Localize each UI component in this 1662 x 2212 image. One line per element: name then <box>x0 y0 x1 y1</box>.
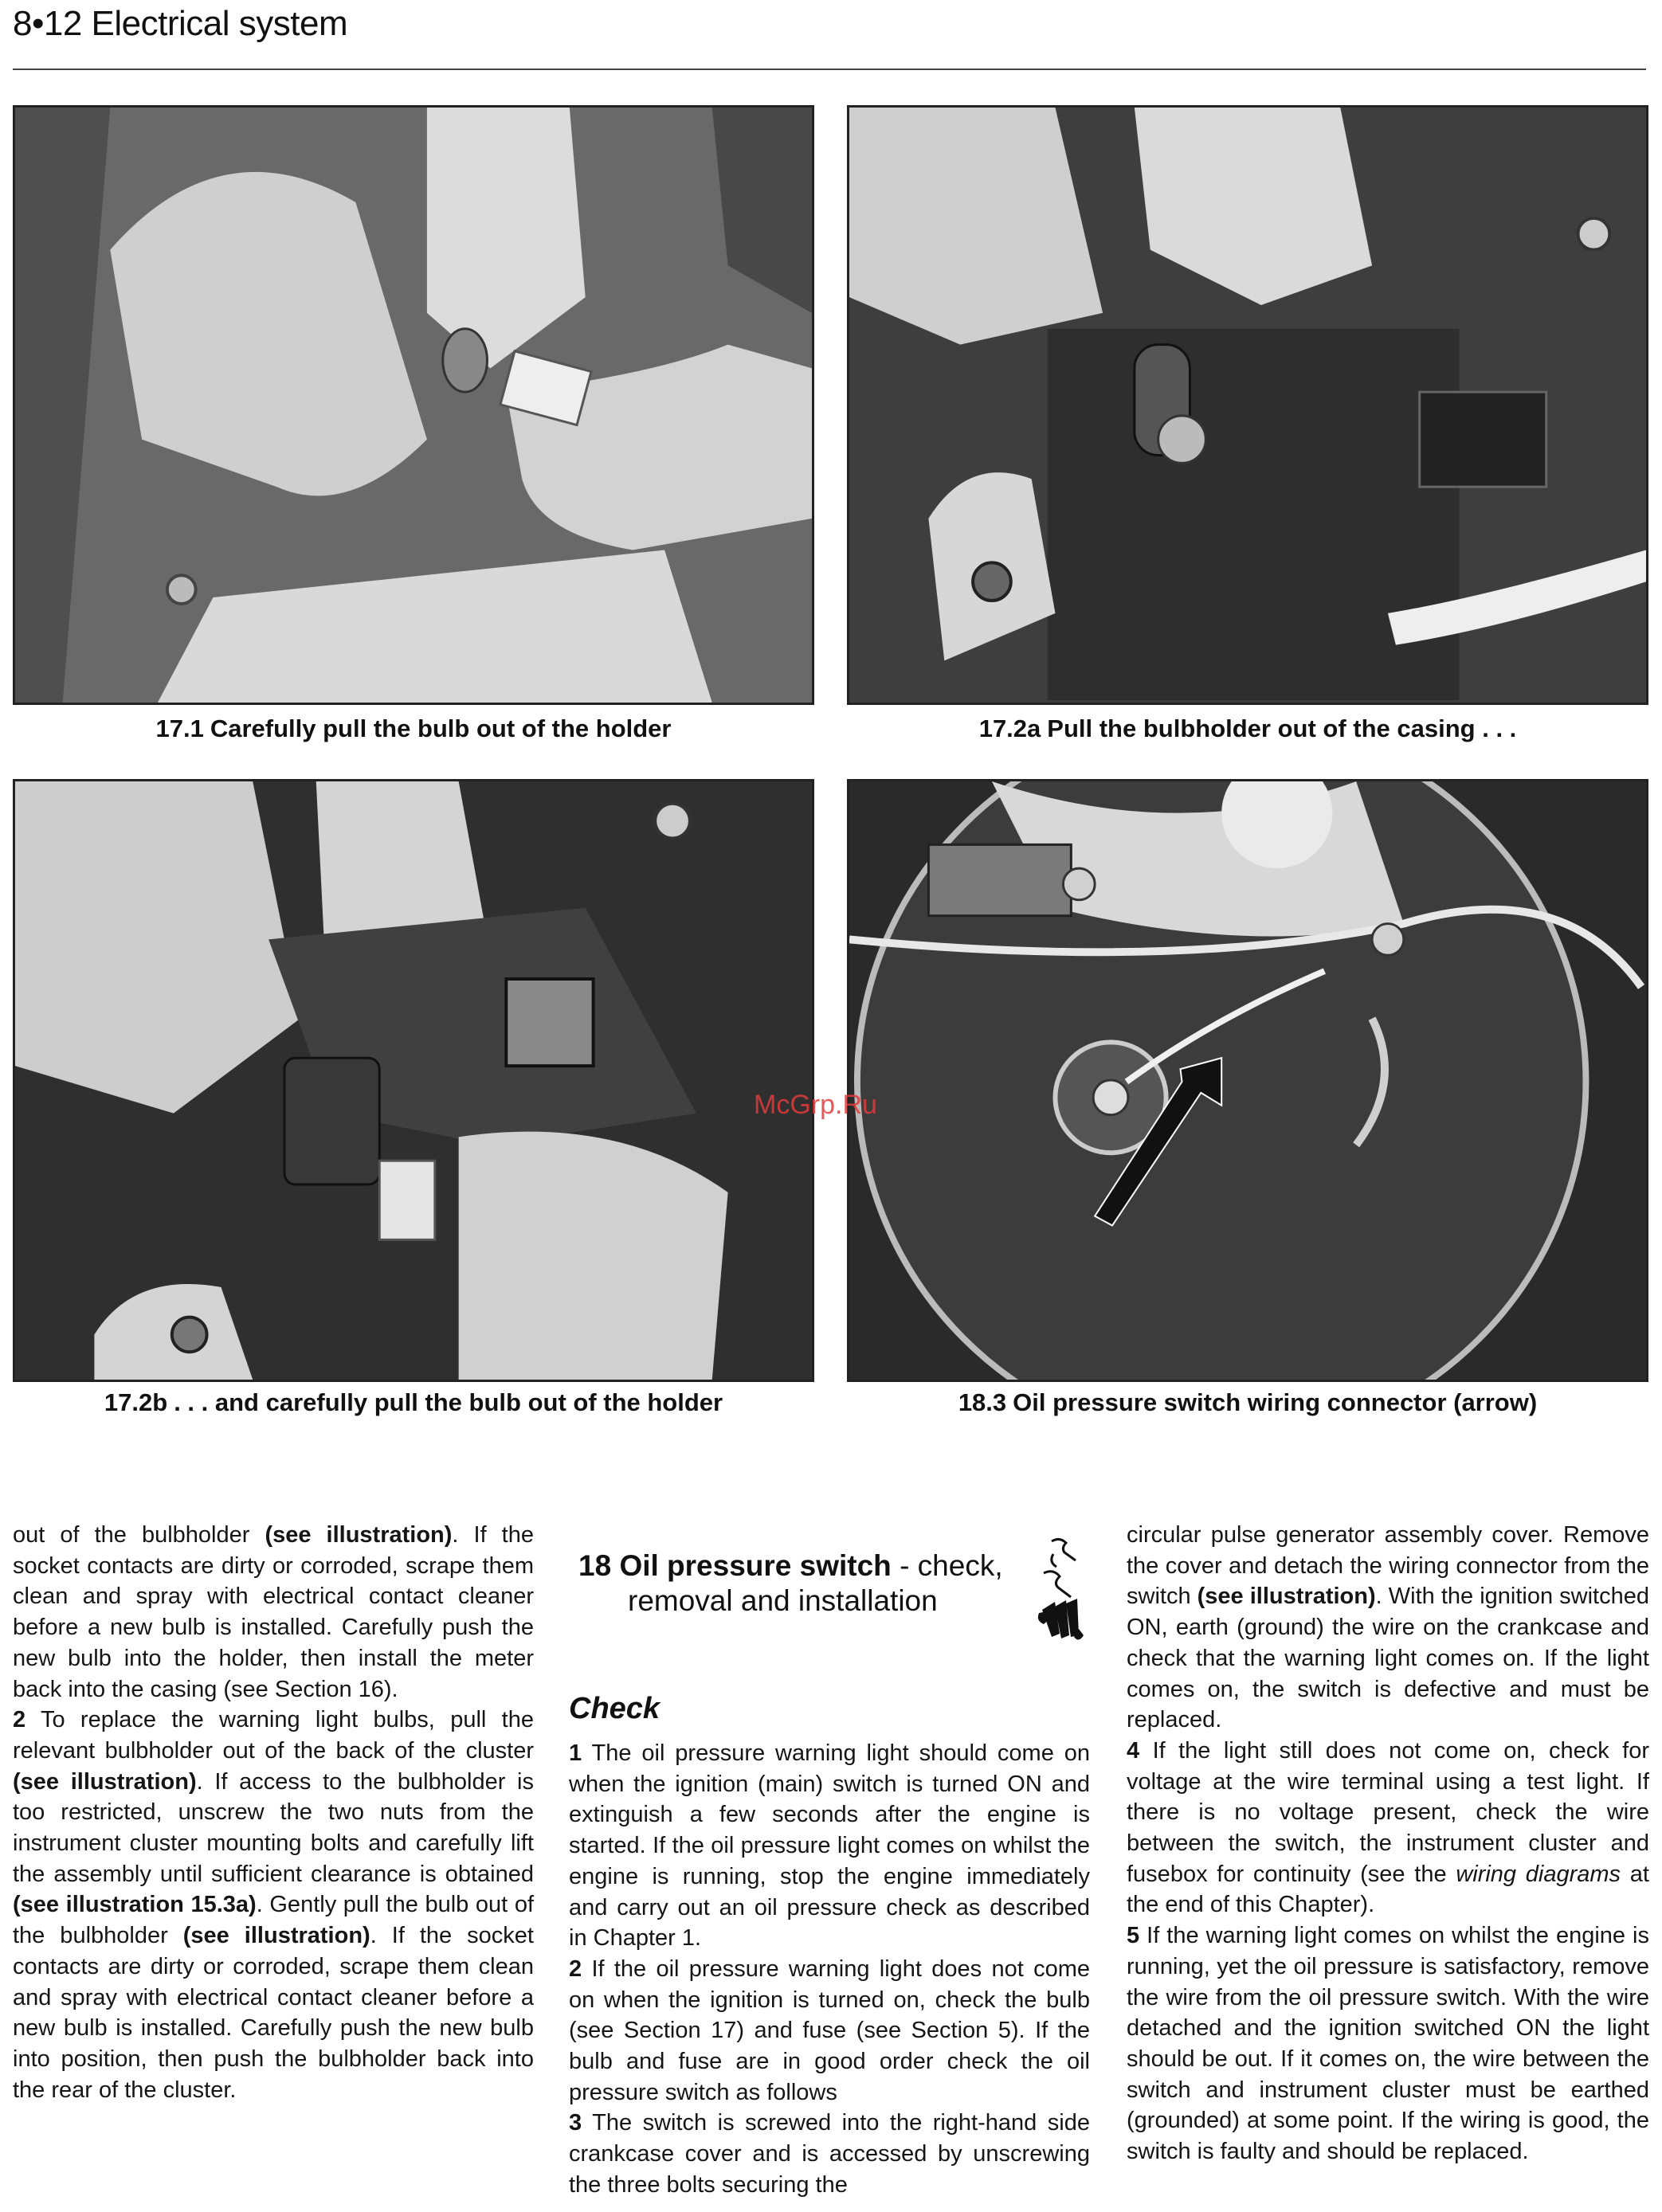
paragraph: 1 The oil pressure warning light should come on when the ignition (main) switch is turned ON and extinguish a few seconds after the engine is started. If the oil pressure light comes on whilst the engine is running, stop the engine immediately and carry out an oil pressure check as described in Chapter 1. <box>569 1740 1090 1952</box>
paragraph: 2 To replace the warning light bulbs, pull the relevant bulbholder out of the back of the cluster (see illustration). If access to the bulbholder is too restricted, unscrew the two nuts from the instrument cluster mounting bolts and carefully lift the assembly until sufficient clearance is obtained (see illustration 15.3a). Gently pull the bulb out of the bulbholder (see illustration). If the socket contacts are dirty or corroded, scrape them clean and spray with electrical contact cleaner before a new bulb is installed. Carefully push the new bulb into position, then push the bulbholder back into the rear of the cluster. <box>13 1707 534 2103</box>
paragraph: 2 If the oil pressure warning light does not come on when the ignition is turned on, check the bulb (see Section 17) and fuse (see Section 5). If the bulb and fuse are in good order check the oil pressure switch as follows <box>569 1956 1090 2105</box>
caption-number: 17.1 <box>155 714 204 742</box>
caption-number: 17.2b <box>104 1388 168 1416</box>
caption-17-2a <box>847 713 1648 745</box>
subheading-check: Check <box>569 1692 660 1725</box>
text-column-3 <box>1127 1520 1649 2167</box>
text-column-1 <box>13 1520 534 2105</box>
section-title-rest: - check, <box>891 1549 1003 1582</box>
caption-number: 18.3 <box>958 1388 1007 1416</box>
caption-text: Pull the bulbholder out of the casing . . . <box>1047 714 1517 742</box>
caption-18-3 <box>847 1387 1648 1419</box>
caption-text: Oil pressure switch wiring connector (arrow) <box>1013 1388 1538 1416</box>
photo-17-2b <box>13 779 814 1382</box>
paragraph: circular pulse generator assembly cover. Remove the cover and detach the wiring connector from the switch (see illustration). With the ignition switched ON, earth (ground) the wire on the crankcase and check that the warning light comes on. If the light comes on, the switch is defective and must be replaced. <box>1127 1522 1649 1733</box>
section-title-bold: Oil pressure switch <box>619 1549 892 1582</box>
page-header <box>13 0 1646 76</box>
photo-18-3 <box>847 779 1648 1382</box>
text-column-2 <box>569 1738 1090 2201</box>
page-title: 8•12 Electrical system <box>13 4 348 43</box>
caption-17-1 <box>13 713 814 745</box>
difficulty-spanner-icon <box>1036 1533 1085 1653</box>
caption-text: Carefully pull the bulb out of the holder <box>210 714 672 742</box>
section-title-line2: removal and installation <box>628 1584 938 1617</box>
paragraph: 3 The switch is screwed into the right-hand side crankcase cover and is accessed by unscrewing the three bolts securing the <box>569 2110 1090 2198</box>
photo-17-2a <box>847 105 1648 705</box>
photo-17-1 <box>13 105 814 705</box>
caption-17-2b <box>13 1387 814 1419</box>
caption-text: . . . and carefully pull the bulb out of the holder <box>174 1388 723 1416</box>
caption-number: 17.2a <box>978 714 1041 742</box>
paragraph: out of the bulbholder (see illustration). If the socket contacts are dirty or corroded, scrape them clean and spray with electrical contact cleaner before a new bulb is installed. Carefully push the new bulb into the holder, then install the meter back into the casing (see Section 16). <box>13 1522 534 1702</box>
paragraph: 5 If the warning light comes on whilst the engine is running, yet the oil pressure is satisfactory, remove the wire from the oil pressure switch. With the wire detached and the ignition switched ON the light should be out. If it comes on, the wire between the switch and instrument cluster must be earthed (grounded) at some point. If the wiring is good, the switch is faulty and should be replaced. <box>1127 1923 1649 2165</box>
section-title <box>578 1548 1025 1619</box>
paragraph: 4 If the light still does not come on, check for voltage at the wire terminal using a test light. If there is no voltage present, check the wire between the switch, the instrument cluster and fusebox for continuity (see the wiring diagrams at the end of this Chapter). <box>1127 1737 1649 1918</box>
header-rule <box>13 69 1646 70</box>
section-number: 18 <box>578 1549 612 1582</box>
watermark: McGrp.Ru <box>754 1090 877 1120</box>
